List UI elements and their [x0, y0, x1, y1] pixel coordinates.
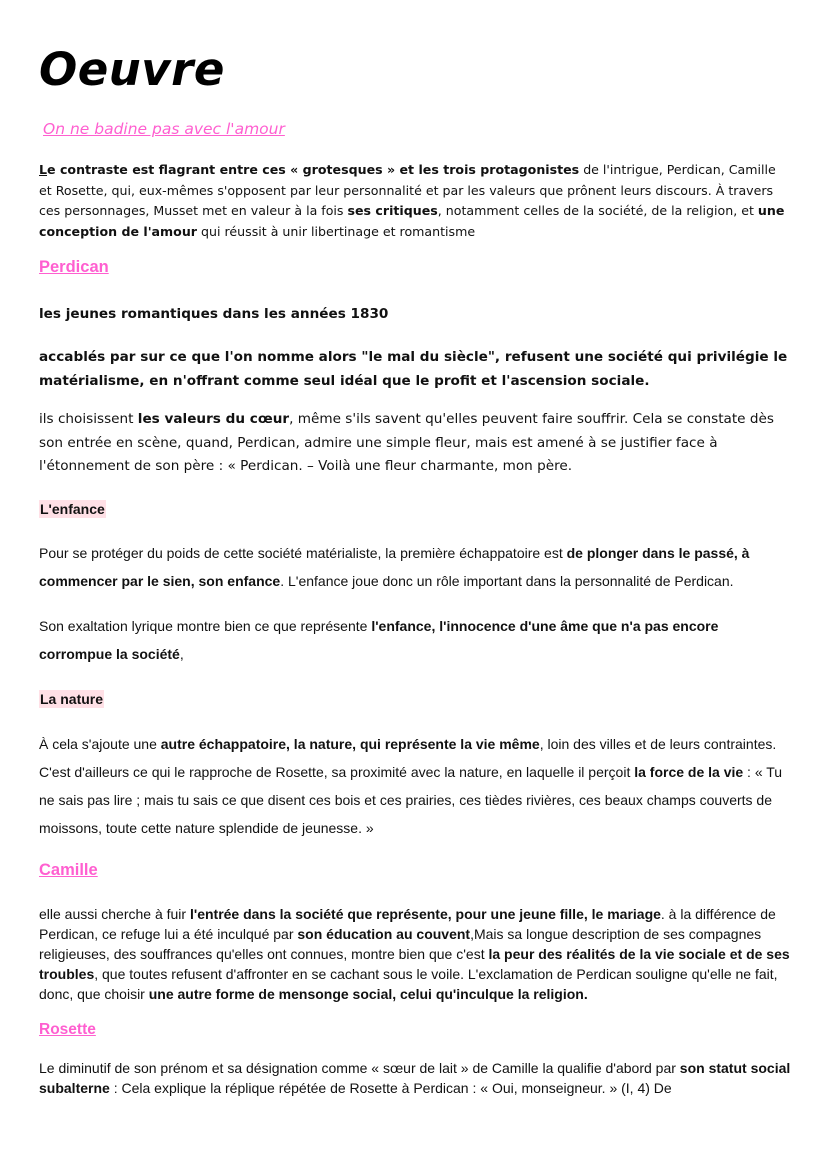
enfance-p1-text-c: . L'enfance joue donc un rôle important dans la personnalité de Perdican. [280, 573, 734, 589]
nature-text-a: À cela s'ajoute une [39, 736, 161, 752]
nature-bold-2: la force de la vie [634, 764, 744, 780]
rosette-paragraph [39, 1058, 791, 1098]
page-title: Oeuvre [39, 43, 225, 96]
intro-first-letter: L [39, 162, 48, 177]
intro-text-1: de l'intrigue, Perdican, Camille et Rosette, qui, eux-mêmes s'opposent par leur personnalité et par les valeurs que prônent leurs discours. À travers ces personnages, Musset met en valeur à la fois [39, 162, 776, 218]
rosette-bold: son statut social subalterne [39, 1060, 791, 1096]
enfance-paragraph-2 [39, 612, 791, 668]
nature-paragraph [39, 730, 791, 842]
perdican-line-1: les jeunes romantiques dans les années 1830 [39, 306, 389, 322]
rosette-text-a: Le diminutif de son prénom et sa désignation comme « sœur de lait » de Camille la qualifie d'abord par [39, 1060, 680, 1076]
enfance-p2-text-a: Son exaltation lyrique montre bien ce que représente [39, 618, 372, 634]
perdican-p3-text-a: ils choisissent [39, 411, 138, 427]
enfance-p1-bold: de plonger dans le passé, à commencer par le sien, son enfance [39, 545, 750, 589]
camille-text-a: elle aussi cherche à fuir [39, 906, 190, 922]
enfance-p2-bold: l'enfance, l'innocence d'une âme que n'a pas encore corrompue la société [39, 618, 719, 662]
subheading-nature: La nature [40, 691, 104, 707]
perdican-paragraph-3 [39, 408, 791, 479]
camille-bold-3: la peur des réalités de la vie sociale et de ses troubles [39, 946, 790, 982]
subheading-enfance: L'enfance [40, 501, 105, 517]
camille-text-g: , que toutes refusent d'affronter en se cachant sous le voile. L'exclamation de Perdican souligne qu'elle ne fait, donc, que choisir [39, 966, 778, 1002]
enfance-p1-text-a: Pour se protéger du poids de cette société matérialiste, la première échappatoire est [39, 545, 567, 561]
section-heading-perdican: Perdican [39, 258, 109, 276]
camille-paragraph [39, 904, 791, 1004]
intro-text-2: , notamment celles de la société, de la religion, et [437, 203, 758, 218]
section-heading-camille: Camille [39, 861, 98, 879]
enfance-p2-text-c: , [179, 646, 184, 662]
nature-text-e: : « Tu ne sais pas lire ; mais tu sais ce que disent ces bois et ces prairies, ces tièdes rivières, ces beaux champs couverts de moissons, toute cette nature splendide de jeunesse. » [39, 764, 783, 836]
perdican-line-2: accablés par sur ce que l'on nomme alors "le mal du siècle", refusent une société qui privilégie le matérialisme, en n'offrant comme seul idéal que le profit et l'ascension sociale. [39, 349, 788, 389]
intro-text-3: qui réussit à unir libertinage et romantisme [197, 223, 476, 239]
camille-text-c: . à la différence de Perdican, ce refuge lui a été inculqué par [39, 906, 776, 942]
rosette-text-c: : Cela explique la réplique répétée de Rosette à Perdican : « Oui, monseigneur. » (I, 4) De [109, 1080, 672, 1096]
work-subtitle: On ne badine pas avec l'amour [43, 120, 285, 138]
camille-bold-4: une autre forme de mensonge social, celui qu'inculque la religion. [148, 986, 588, 1002]
perdican-p3-bold: les valeurs du cœur [137, 411, 290, 427]
intro-bold-1: e contraste est flagrant entre ces « grotesques » et les trois protagonistes [47, 162, 580, 177]
camille-text-e: ,Mais sa longue description de ses compagnes religieuses, des souffrances qu'elles ont connues, montre bien que c'est [39, 926, 762, 962]
section-heading-rosette: Rosette [39, 1021, 96, 1038]
camille-bold-1: l'entrée dans la société que représente, pour une jeune fille, le mariage [189, 906, 661, 922]
intro-paragraph [39, 160, 791, 242]
nature-text-c: , loin des villes et de leurs contraintes. C'est d'ailleurs ce qui le rapproche de Rosette, sa proximité avec la nature, en laquelle il perçoit [39, 736, 777, 780]
nature-bold-1: autre échappatoire, la nature, qui représente la vie même [160, 736, 540, 752]
intro-bold-2: ses critiques [347, 203, 438, 218]
camille-bold-2: son éducation au couvent [297, 926, 471, 942]
perdican-p3-text-c: , même s'ils savent qu'elles peuvent faire souffrir. Cela se constate dès son entrée en scène, quand, Perdican, admire une simple fleur, mais est amené à se justifier face à l'étonnement de son père : « Perdican. – Voilà une fleur charmante, mon père. [39, 411, 774, 474]
enfance-paragraph-1 [39, 539, 791, 595]
intro-bold-3: une conception de l'amour [39, 203, 785, 239]
